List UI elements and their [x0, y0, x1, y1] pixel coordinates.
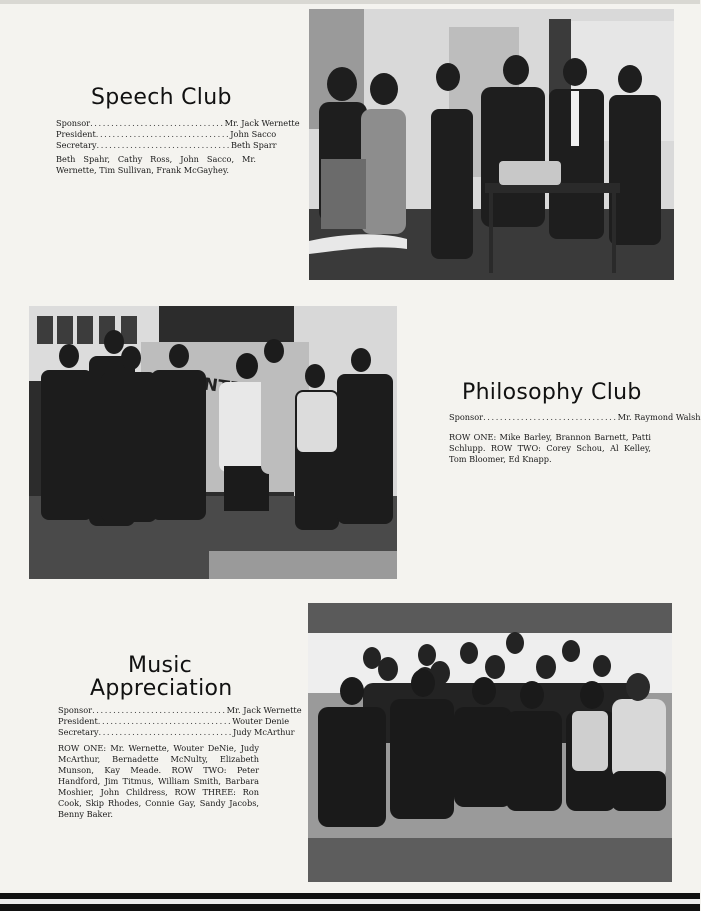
- philosophy-club-members: ROW ONE: Mike Barley, Brannon Barnett, Patti Schlupp. ROW TWO: Corey Schou, Al Kelley, Tom Bloomer, Ed Knapp.: [449, 432, 651, 464]
- officer-role: Sponsor: [58, 705, 93, 715]
- bottom-edge-band: [0, 893, 700, 911]
- leader-dots: ................................: [92, 705, 227, 715]
- philosophy-club-title: Philosophy Club: [462, 380, 642, 405]
- title-line-1: Music: [127, 653, 193, 678]
- speech-club-officers: [56, 118, 300, 151]
- officer-row: [56, 129, 277, 140]
- leader-dots: ................................: [95, 129, 231, 139]
- music-appreciation-title: [90, 653, 233, 702]
- speech-club-members: Beth Spahr, Cathy Ross, John Sacco, Mr. Wernette, Tim Sullivan, Frank McGayhey.: [56, 154, 256, 175]
- officer-name: Mr. Jack Wernette: [226, 705, 302, 715]
- officer-name: Mr. Jack Wernette: [224, 118, 300, 128]
- officer-row: [449, 412, 701, 423]
- officer-row: [56, 140, 277, 151]
- speech-club-title: Speech Club: [91, 85, 232, 110]
- music-appreciation-photo: [308, 603, 672, 882]
- leader-dots: ................................: [98, 727, 233, 737]
- philosophy-club-photo: [29, 306, 397, 579]
- music-appreciation-members: ROW ONE: Mr. Wernette, Wouter DeNie, Judy McArthur, Bernadette McNulty, Elizabeth Munson, Kay Meade. ROW TWO: Peter Handford, Jim Titmus, William Smith, Barbara Moshier, John Childress, ROW THREE: Ron Cook, Skip Rhodes, Connie Gay, Sandy Jacobs, Benny Baker.: [58, 743, 259, 819]
- title-line-2: Appreciation: [90, 676, 233, 702]
- leader-dots: ................................: [97, 716, 233, 726]
- officer-role: Sponsor: [56, 118, 91, 128]
- officer-role: President: [58, 716, 98, 726]
- leader-dots: ................................: [90, 118, 225, 128]
- officer-row: [58, 705, 302, 716]
- officer-role: President: [56, 129, 96, 139]
- officer-name: Beth Sparr: [231, 140, 277, 150]
- officer-role: Secretary: [58, 727, 99, 737]
- officer-row: [56, 118, 300, 129]
- leader-dots: ................................: [96, 140, 231, 150]
- officer-role: Sponsor: [449, 412, 484, 422]
- officer-name: Judy McArthur: [233, 727, 295, 737]
- officer-name: John Sacco: [230, 129, 277, 139]
- binding-edge: [0, 0, 700, 4]
- music-appreciation-officers: [58, 705, 302, 738]
- philosophy-club-officers: [449, 412, 701, 423]
- officer-row: [58, 727, 295, 738]
- speech-club-photo: [309, 9, 674, 280]
- leader-dots: ................................: [483, 412, 618, 422]
- officer-role: Secretary: [56, 140, 97, 150]
- officer-name: Wouter Denie: [232, 716, 290, 726]
- officer-row: [58, 716, 290, 727]
- officer-name: Mr. Raymond Walsh: [617, 412, 701, 422]
